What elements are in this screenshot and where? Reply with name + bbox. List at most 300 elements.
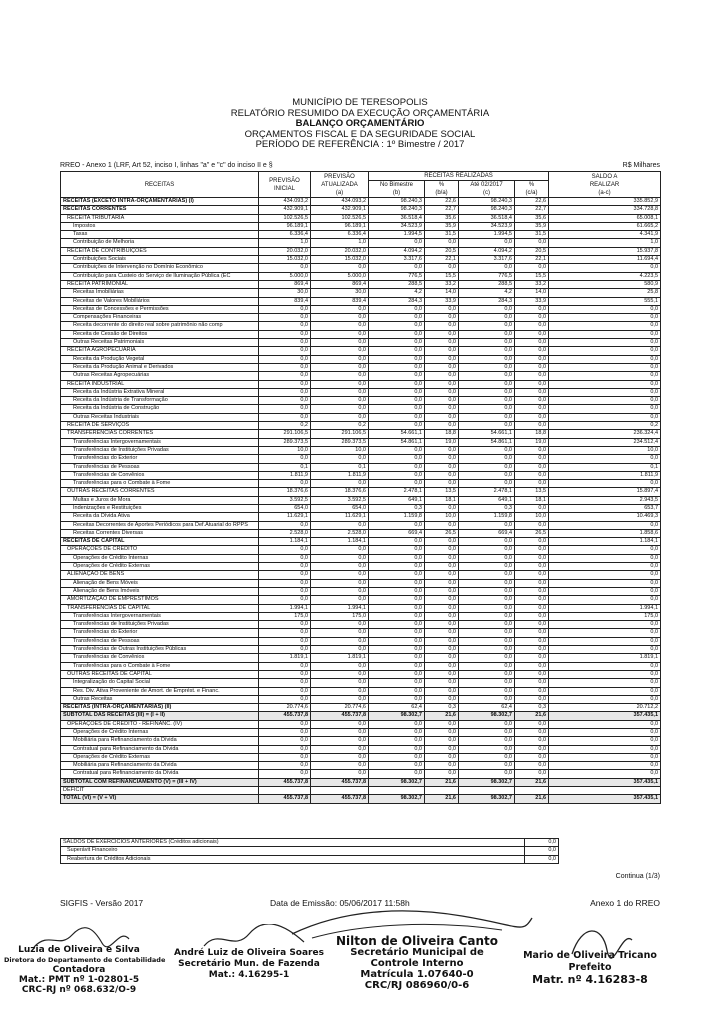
row-value: 15,5: [515, 272, 549, 280]
row-value: 432.909,1: [311, 206, 369, 214]
row-value: 0,0: [549, 521, 661, 529]
row-value: 0,0: [369, 629, 425, 637]
row-value: 0,0: [259, 388, 311, 396]
row-value: 1.184,1: [311, 538, 369, 546]
row-value: 0,3: [425, 704, 459, 712]
table-row: [61, 587, 661, 595]
row-label: Outras Receitas Agropecuárias: [61, 372, 259, 380]
row-value: 36.518,4: [369, 214, 425, 222]
table-row: [61, 363, 661, 371]
row-value: 35,9: [515, 222, 549, 230]
row-value: 0,0: [259, 363, 311, 371]
row-value: 0,0: [311, 670, 369, 678]
row-value: 0,0: [459, 538, 515, 546]
row-value: 0,0: [515, 563, 549, 571]
row-value: 0,0: [459, 770, 515, 778]
row-value: 0,0: [425, 554, 459, 562]
row-label: Contribuição para Custeio do Serviço de Iluminação Pública (EC: [61, 272, 259, 280]
row-value: 22,7: [425, 206, 459, 214]
row-value: 0,0: [515, 745, 549, 753]
title-municipio: MUNICÍPIO DE TERESOPOLIS: [292, 97, 428, 108]
row-value: 35,6: [515, 214, 549, 222]
row-value: 21,6: [515, 712, 549, 720]
row-value: 31,5: [515, 231, 549, 239]
row-value: 0,0: [549, 737, 661, 745]
saldo-row: [61, 855, 661, 863]
row-value: 0,0: [369, 612, 425, 620]
row-label: OPERAÇÕES DE CRÉDITO - REFINANC. (IV): [61, 720, 259, 728]
row-value: 0,0: [515, 305, 549, 313]
table-row: [61, 256, 661, 264]
row-value: 653,7: [549, 504, 661, 512]
title-relatorio: RELATÓRIO RESUMIDO DA EXECUÇÃO ORÇAMENTÁRIA: [230, 107, 490, 119]
row-value: 6.336,4: [259, 231, 311, 239]
row-value: 4.094,2: [369, 247, 425, 255]
row-value: 357.435,1: [549, 778, 661, 786]
row-value: 0,0: [425, 355, 459, 363]
row-label: Transferências de Pessoas: [61, 637, 259, 645]
row-value: 0,2: [311, 422, 369, 430]
row-value: 0,2: [259, 422, 311, 430]
row-value: 0,0: [425, 679, 459, 687]
row-value: 65.008,1: [549, 214, 661, 222]
row-value: 20.712,2: [549, 704, 661, 712]
signature-contadora: [4, 945, 166, 995]
row-value: 0,0: [515, 355, 549, 363]
row-value: 0,0: [369, 372, 425, 380]
row-value: 96.189,1: [311, 222, 369, 230]
row-value: 0,0: [515, 455, 549, 463]
row-value: 0,0: [549, 753, 661, 761]
row-value: 0,0: [311, 662, 369, 670]
row-value: 0,0: [549, 388, 661, 396]
row-value: 0,0: [459, 737, 515, 745]
row-value: 0,0: [369, 646, 425, 654]
row-value: 20.774,6: [311, 704, 369, 712]
table-row: [61, 629, 661, 637]
table-row: [61, 787, 661, 795]
row-value: 0,0: [311, 579, 369, 587]
table-row: [61, 670, 661, 678]
row-value: 0,0: [459, 446, 515, 454]
row-value: 0,0: [549, 687, 661, 695]
col-receitas: RECEITAS: [61, 172, 259, 198]
row-label: Receita decorrente do direito real sobre patrimônio não comp: [61, 322, 259, 330]
row-value: 0,0: [549, 480, 661, 488]
row-value: 0,0: [259, 571, 311, 579]
row-value: 15,5: [425, 272, 459, 280]
row-value: 4,2: [369, 289, 425, 297]
row-value: 0,0: [369, 737, 425, 745]
row-value: 61.665,2: [549, 222, 661, 230]
table-row: [61, 753, 661, 761]
row-value: 20,5: [515, 247, 549, 255]
row-value: 0,0: [515, 770, 549, 778]
row-label: Contratual para Refinanciamento da Dívida: [61, 770, 259, 778]
saldo-value: 0,0: [525, 839, 559, 847]
row-value: 1.811,9: [549, 471, 661, 479]
row-value: 555,1: [549, 297, 661, 305]
row-value: 0,0: [515, 363, 549, 371]
row-value: 0,0: [259, 687, 311, 695]
row-value: 0,0: [549, 305, 661, 313]
row-value: 0,0: [515, 612, 549, 620]
row-value: 0,0: [549, 314, 661, 322]
row-value: 0,0: [311, 687, 369, 695]
row-value: 0,0: [369, 363, 425, 371]
footer-annex: Anexo 1 do RREO: [590, 898, 660, 908]
table-row: [61, 272, 661, 280]
row-value: 0,0: [311, 679, 369, 687]
row-value: 0,0: [369, 662, 425, 670]
row-label: OUTRAS RECEITAS DE CAPITAL: [61, 670, 259, 678]
row-value: 455.737,8: [259, 795, 311, 803]
row-value: 289.373,5: [259, 438, 311, 446]
row-value: 0,0: [311, 571, 369, 579]
row-value: 1.811,9: [259, 471, 311, 479]
signer-name: Luzia de Oliveira e Silva: [18, 945, 140, 955]
row-value: 0,0: [459, 579, 515, 587]
row-value: 22,1: [515, 256, 549, 264]
row-value: 0,0: [459, 463, 515, 471]
row-value: 649,1: [369, 496, 425, 504]
row-value: 0,0: [515, 720, 549, 728]
table-row: [61, 770, 661, 778]
row-value: 0,0: [259, 596, 311, 604]
table-row: [61, 355, 661, 363]
row-value: 0,0: [369, 521, 425, 529]
row-value: 0,0: [311, 305, 369, 313]
row-value: 11.629,1: [311, 513, 369, 521]
row-value: 291.106,5: [311, 430, 369, 438]
row-value: 0,0: [425, 762, 459, 770]
row-value: 98.302,7: [369, 795, 425, 803]
row-value: 289.373,5: [311, 438, 369, 446]
table-row: [61, 654, 661, 662]
row-value: [369, 787, 425, 795]
row-value: 0,0: [549, 546, 661, 554]
row-label: Receita de Cessão de Direitos: [61, 330, 259, 338]
row-label: ALIENAÇÃO DE BENS: [61, 571, 259, 579]
row-label: RECEITA AGROPECUÁRIA: [61, 347, 259, 355]
row-label: Transferências para o Combate à Fome: [61, 662, 259, 670]
row-value: 4.341,9: [549, 231, 661, 239]
saldo-row: [61, 839, 661, 847]
table-row: [61, 737, 661, 745]
row-value: 0,0: [549, 596, 661, 604]
row-value: 0,0: [515, 264, 549, 272]
row-value: 0,0: [425, 745, 459, 753]
row-value: 0,0: [459, 355, 515, 363]
row-value: 0,0: [259, 695, 311, 703]
row-value: 14,0: [425, 289, 459, 297]
row-value: 0,0: [515, 762, 549, 770]
table-row: [61, 413, 661, 421]
row-value: 22,1: [425, 256, 459, 264]
row-value: 0,0: [259, 629, 311, 637]
title-periodo: PERÍODO DE REFERÊNCIA : 1º Bimestre / 2017: [255, 139, 465, 150]
col-pct-c: % (c/a): [515, 181, 549, 198]
row-value: 31,5: [425, 231, 459, 239]
row-value: 0,0: [369, 380, 425, 388]
row-value: 0,0: [515, 339, 549, 347]
row-value: 1.819,1: [311, 654, 369, 662]
table-row: [61, 397, 661, 405]
row-value: 0,0: [369, 745, 425, 753]
row-value: 0,0: [369, 347, 425, 355]
col-pct-b: % (b/a): [425, 181, 459, 198]
table-row: [61, 662, 661, 670]
row-value: 0,0: [311, 737, 369, 745]
table-row: [61, 380, 661, 388]
row-value: 0,0: [549, 563, 661, 571]
row-label: Transferências Intergovernamentais: [61, 438, 259, 446]
row-value: 3.592,5: [311, 496, 369, 504]
row-value: [259, 787, 311, 795]
row-value: 0,0: [369, 762, 425, 770]
saldo-label: Reabertura de Créditos Adicionais: [61, 855, 525, 863]
row-value: 455.737,8: [259, 778, 311, 786]
row-value: 98.302,7: [369, 778, 425, 786]
handwritten-signature: [4, 923, 154, 953]
row-value: 0,0: [369, 546, 425, 554]
col-no-bimestre: No Bimestre (b): [369, 181, 425, 198]
row-value: 0,0: [459, 305, 515, 313]
row-value: 0,0: [259, 339, 311, 347]
row-label: Impostos: [61, 222, 259, 230]
row-label: RECEITA DE SERVIÇOS: [61, 422, 259, 430]
table-row: [61, 496, 661, 504]
row-value: 0,0: [549, 363, 661, 371]
row-label: RECEITA DE CONTRIBUIÇÕES: [61, 247, 259, 255]
row-value: 0,0: [425, 621, 459, 629]
row-value: 0,0: [515, 322, 549, 330]
row-value: 4.223,5: [549, 272, 661, 280]
row-value: 10,0: [259, 446, 311, 454]
row-label: TRANSFERÊNCIAS DE CAPITAL: [61, 604, 259, 612]
row-value: 0,0: [425, 463, 459, 471]
row-value: 0,0: [549, 380, 661, 388]
table-row: [61, 239, 661, 247]
row-value: 291.106,5: [259, 430, 311, 438]
row-value: 0,0: [549, 372, 661, 380]
row-value: 455.737,8: [311, 712, 369, 720]
row-value: 0,0: [369, 305, 425, 313]
row-value: 0,0: [459, 372, 515, 380]
row-label: Outras Receitas Industriais: [61, 413, 259, 421]
table-row: [61, 264, 661, 272]
row-value: 19,0: [425, 438, 459, 446]
row-value: 0,0: [515, 330, 549, 338]
row-value: 26,5: [515, 529, 549, 537]
row-value: 0,0: [459, 239, 515, 247]
row-value: 434.093,2: [311, 198, 369, 206]
row-label: Transferências do Exterior: [61, 629, 259, 637]
row-value: 0,0: [515, 679, 549, 687]
row-label: Transferências de Convênios: [61, 471, 259, 479]
row-value: 3.317,6: [369, 256, 425, 264]
row-value: 357.435,1: [549, 712, 661, 720]
row-value: 0,0: [549, 695, 661, 703]
signer-mat: Mat.: 4.16295-1: [208, 970, 290, 980]
revenue-table: [60, 171, 661, 804]
row-value: 0,0: [369, 463, 425, 471]
table-row: [61, 455, 661, 463]
row-value: 21,6: [425, 795, 459, 803]
row-value: 0,0: [515, 388, 549, 396]
row-value: 0,0: [311, 264, 369, 272]
row-label: Receita da Produção Vegetal: [61, 355, 259, 363]
row-value: 0,0: [515, 405, 549, 413]
row-value: 0,0: [425, 264, 459, 272]
row-value: 0,0: [515, 422, 549, 430]
row-label: RECEITAS (INTRA-ORÇAMENTÁRIAS) (II): [61, 704, 259, 712]
table-row: [61, 563, 661, 571]
row-value: 236.324,4: [549, 430, 661, 438]
row-value: 0,0: [369, 239, 425, 247]
table-row: [61, 463, 661, 471]
row-value: 0,0: [369, 579, 425, 587]
row-value: 35,9: [425, 222, 459, 230]
row-value: 0,0: [425, 480, 459, 488]
row-value: 98.240,3: [369, 198, 425, 206]
table-row: [61, 604, 661, 612]
signer-name: Nilton de Oliveira Canto: [336, 934, 498, 948]
row-value: 0,0: [311, 563, 369, 571]
table-row: [61, 704, 661, 712]
row-value: 0,0: [259, 546, 311, 554]
table-row: [61, 330, 661, 338]
row-value: 10.469,3: [549, 513, 661, 521]
row-value: 21,6: [425, 712, 459, 720]
row-value: 0,0: [369, 322, 425, 330]
row-label: RECEITAS (EXCETO INTRA-ORÇAMENTÁRIAS) (I): [61, 198, 259, 206]
table-row: [61, 679, 661, 687]
row-value: 0,0: [549, 637, 661, 645]
table-row: [61, 388, 661, 396]
row-value: 0,0: [515, 695, 549, 703]
table-header: [61, 172, 661, 198]
row-label: Receitas Decorrentes de Aportes Periódicos para Def.Atuarial do RPPS: [61, 521, 259, 529]
row-value: 0,0: [459, 339, 515, 347]
row-value: 13,5: [425, 488, 459, 496]
table-row: [61, 347, 661, 355]
row-value: 0,0: [311, 554, 369, 562]
row-value: 0,0: [311, 720, 369, 728]
row-value: 0,0: [425, 770, 459, 778]
row-value: 1.811,9: [311, 471, 369, 479]
row-value: 1.994,1: [259, 604, 311, 612]
row-value: 0,1: [311, 463, 369, 471]
row-value: 1.819,1: [259, 654, 311, 662]
row-value: 98.240,3: [459, 198, 515, 206]
row-value: 1.994,1: [311, 604, 369, 612]
row-value: 0,0: [549, 405, 661, 413]
row-value: 18,8: [515, 430, 549, 438]
row-value: 0,0: [459, 563, 515, 571]
row-value: 0,0: [515, 662, 549, 670]
row-value: 0,0: [259, 264, 311, 272]
signer-role-2: Controle Interno: [370, 958, 464, 969]
row-value: 0,0: [459, 554, 515, 562]
saldo-label: Superávit Financeiro: [61, 847, 525, 855]
row-value: 669,4: [369, 529, 425, 537]
table-row: [61, 405, 661, 413]
row-value: 2.943,5: [549, 496, 661, 504]
row-value: 20.774,6: [259, 704, 311, 712]
row-label: Receitas Correntes Diversas: [61, 529, 259, 537]
row-value: 0,0: [515, 604, 549, 612]
row-value: 869,4: [311, 280, 369, 288]
row-value: 102.526,5: [311, 214, 369, 222]
table-row: [61, 198, 661, 206]
row-value: 0,0: [259, 720, 311, 728]
row-value: 18,8: [425, 430, 459, 438]
row-value: 1.184,1: [259, 538, 311, 546]
row-value: 25,8: [549, 289, 661, 297]
row-value: 0,0: [425, 397, 459, 405]
row-value: 0,0: [369, 446, 425, 454]
row-label: Outras Receitas Patrimoniais: [61, 339, 259, 347]
row-label: RECEITA PATRIMONIAL: [61, 280, 259, 288]
row-label: Transferências de Pessoas: [61, 463, 259, 471]
row-value: 62,4: [459, 704, 515, 712]
col-ate: Até 02/2017 (c): [459, 181, 515, 198]
row-value: 0,0: [459, 322, 515, 330]
row-value: 18,1: [425, 496, 459, 504]
row-value: 0,0: [425, 372, 459, 380]
row-value: 0,0: [549, 264, 661, 272]
row-value: 0,0: [259, 563, 311, 571]
row-value: 432.909,1: [259, 206, 311, 214]
row-value: 0,0: [259, 729, 311, 737]
row-value: 0,0: [311, 521, 369, 529]
row-value: 0,0: [259, 662, 311, 670]
table-row: [61, 795, 661, 803]
row-value: 0,0: [311, 322, 369, 330]
signer-mat: Mat.: PMT nº 1-02801-5: [18, 975, 140, 985]
table-row: [61, 289, 661, 297]
saldos-table: [60, 838, 661, 864]
row-value: 96.189,1: [259, 222, 311, 230]
row-value: [515, 787, 549, 795]
row-value: 0,0: [425, 521, 459, 529]
row-value: 0,0: [369, 422, 425, 430]
col-prev-atualizada: PREVISÃO ATUALIZADA (a): [311, 172, 369, 198]
row-value: 33,2: [425, 280, 459, 288]
row-value: 0,0: [549, 720, 661, 728]
row-label: OUTRAS RECEITAS CORRENTES: [61, 488, 259, 496]
row-value: 0,0: [259, 413, 311, 421]
row-label: TRANSFERÊNCIAS CORRENTES: [61, 430, 259, 438]
row-value: 0,3: [515, 704, 549, 712]
row-value: 0,1: [259, 463, 311, 471]
row-value: 654,0: [259, 504, 311, 512]
row-value: 0,0: [459, 455, 515, 463]
table-row: [61, 546, 661, 554]
row-value: 0,0: [425, 662, 459, 670]
row-value: 0,0: [369, 455, 425, 463]
signer-crc: CRC/RJ 086960/0-6: [364, 980, 470, 991]
row-value: 19,0: [515, 438, 549, 446]
row-value: 0,0: [259, 480, 311, 488]
row-value: 98.240,3: [459, 206, 515, 214]
row-value: 0,0: [369, 753, 425, 761]
row-value: 1.819,1: [549, 654, 661, 662]
row-value: 0,0: [425, 729, 459, 737]
row-value: 0,0: [459, 612, 515, 620]
row-value: 0,0: [259, 621, 311, 629]
